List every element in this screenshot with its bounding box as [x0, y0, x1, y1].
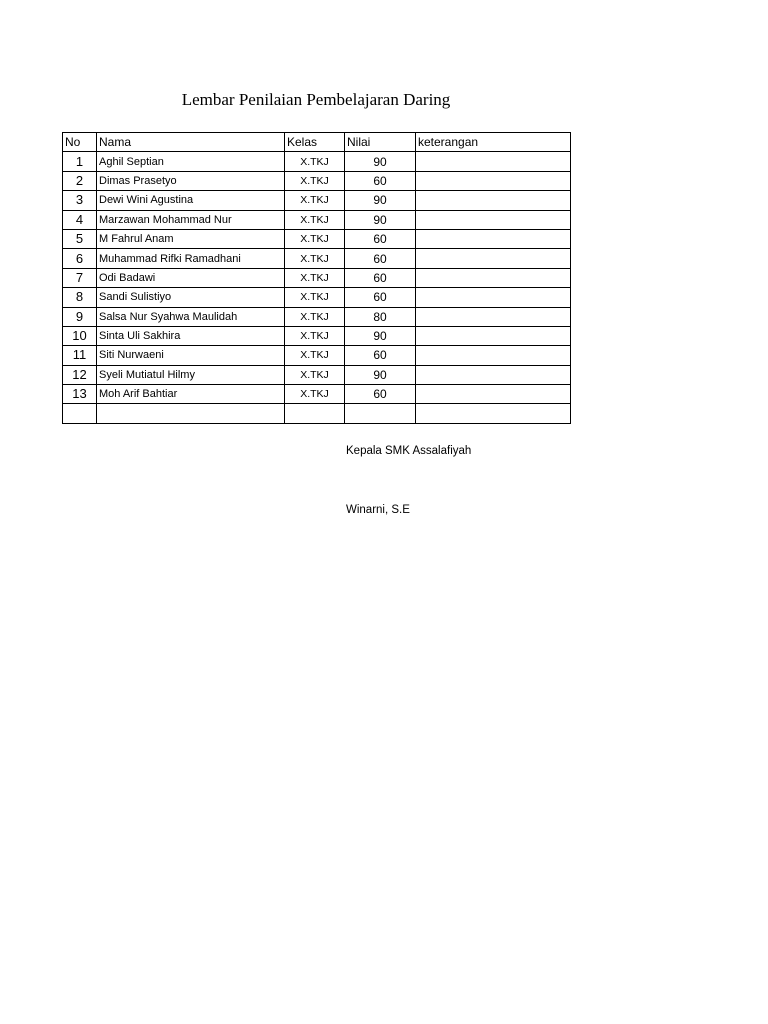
table-header-row: [63, 133, 571, 152]
cell-no: 7: [63, 268, 97, 287]
cell-nilai: 60: [345, 268, 416, 287]
cell-nilai: 90: [345, 210, 416, 229]
cell-nama: Salsa Nur Syahwa Maulidah: [97, 307, 285, 326]
cell-no: [63, 404, 97, 423]
table-row: [63, 365, 571, 384]
table-row: [63, 171, 571, 190]
cell-kelas: X.TKJ: [285, 326, 345, 345]
cell-nama: Sandi Sulistiyo: [97, 288, 285, 307]
cell-nilai: 60: [345, 346, 416, 365]
cell-no: 4: [63, 210, 97, 229]
cell-nilai: 60: [345, 249, 416, 268]
cell-nama: Dewi Wini Agustina: [97, 191, 285, 210]
cell-no: 1: [63, 152, 97, 171]
cell-nilai: 90: [345, 326, 416, 345]
cell-no: 10: [63, 326, 97, 345]
cell-nama: Aghil Septian: [97, 152, 285, 171]
cell-kelas: X.TKJ: [285, 171, 345, 190]
cell-kelas: X.TKJ: [285, 346, 345, 365]
header-no: No: [63, 133, 97, 152]
table-row: [63, 288, 571, 307]
table-row: [63, 268, 571, 287]
cell-kelas: X.TKJ: [285, 249, 345, 268]
header-nilai: Nilai: [345, 133, 416, 152]
cell-no: 2: [63, 171, 97, 190]
cell-keterangan: [416, 229, 571, 248]
cell-kelas: X.TKJ: [285, 268, 345, 287]
cell-nama: Syeli Mutiatul Hilmy: [97, 365, 285, 384]
table-row: [63, 307, 571, 326]
cell-kelas: X.TKJ: [285, 191, 345, 210]
table-row: [63, 191, 571, 210]
table-row: [63, 385, 571, 404]
table-row: [63, 229, 571, 248]
cell-no: 6: [63, 249, 97, 268]
cell-nama: Muhammad Rifki Ramadhani: [97, 249, 285, 268]
cell-nilai: 60: [345, 385, 416, 404]
cell-no: 12: [63, 365, 97, 384]
cell-keterangan: [416, 191, 571, 210]
cell-nama: Odi Badawi: [97, 268, 285, 287]
header-kelas: Kelas: [285, 133, 345, 152]
cell-nilai: 90: [345, 191, 416, 210]
cell-nilai: 80: [345, 307, 416, 326]
grades-table: [62, 132, 571, 424]
table-row: [63, 326, 571, 345]
cell-nama: M Fahrul Anam: [97, 229, 285, 248]
cell-keterangan: [416, 210, 571, 229]
cell-nama: Marzawan Mohammad Nur: [97, 210, 285, 229]
cell-nilai: 60: [345, 229, 416, 248]
cell-nilai: 90: [345, 365, 416, 384]
table-row: [63, 152, 571, 171]
cell-no: 13: [63, 385, 97, 404]
cell-kelas: X.TKJ: [285, 152, 345, 171]
cell-nama: Moh Arif Bahtiar: [97, 385, 285, 404]
cell-nama: Dimas Prasetyo: [97, 171, 285, 190]
signature-title: Kepala SMK Assalafiyah: [346, 445, 472, 457]
cell-keterangan: [416, 385, 571, 404]
header-nama: Nama: [97, 133, 285, 152]
cell-nilai: 90: [345, 152, 416, 171]
cell-kelas: [285, 404, 345, 423]
cell-keterangan: [416, 152, 571, 171]
cell-keterangan: [416, 404, 571, 423]
cell-nama: Siti Nurwaeni: [97, 346, 285, 365]
cell-kelas: X.TKJ: [285, 288, 345, 307]
cell-nama: Sinta Uli Sakhira: [97, 326, 285, 345]
cell-keterangan: [416, 268, 571, 287]
cell-kelas: X.TKJ: [285, 229, 345, 248]
cell-keterangan: [416, 346, 571, 365]
cell-kelas: X.TKJ: [285, 210, 345, 229]
cell-nama: [97, 404, 285, 423]
signature-name: Winarni, S.E: [346, 504, 410, 516]
cell-no: 11: [63, 346, 97, 365]
cell-nilai: [345, 404, 416, 423]
cell-keterangan: [416, 249, 571, 268]
cell-keterangan: [416, 365, 571, 384]
cell-kelas: X.TKJ: [285, 385, 345, 404]
cell-nilai: 60: [345, 288, 416, 307]
cell-keterangan: [416, 288, 571, 307]
table-row: [63, 249, 571, 268]
cell-no: 5: [63, 229, 97, 248]
cell-keterangan: [416, 307, 571, 326]
cell-kelas: X.TKJ: [285, 307, 345, 326]
cell-no: 8: [63, 288, 97, 307]
table-row: [63, 346, 571, 365]
document-title: Lembar Penilaian Pembelajaran Daring: [181, 90, 451, 109]
cell-keterangan: [416, 171, 571, 190]
table-row: [63, 210, 571, 229]
cell-kelas: X.TKJ: [285, 365, 345, 384]
cell-keterangan: [416, 326, 571, 345]
cell-no: 3: [63, 191, 97, 210]
cell-nilai: 60: [345, 171, 416, 190]
header-keterangan: keterangan: [416, 133, 571, 152]
cell-no: 9: [63, 307, 97, 326]
table-row: [63, 404, 571, 423]
